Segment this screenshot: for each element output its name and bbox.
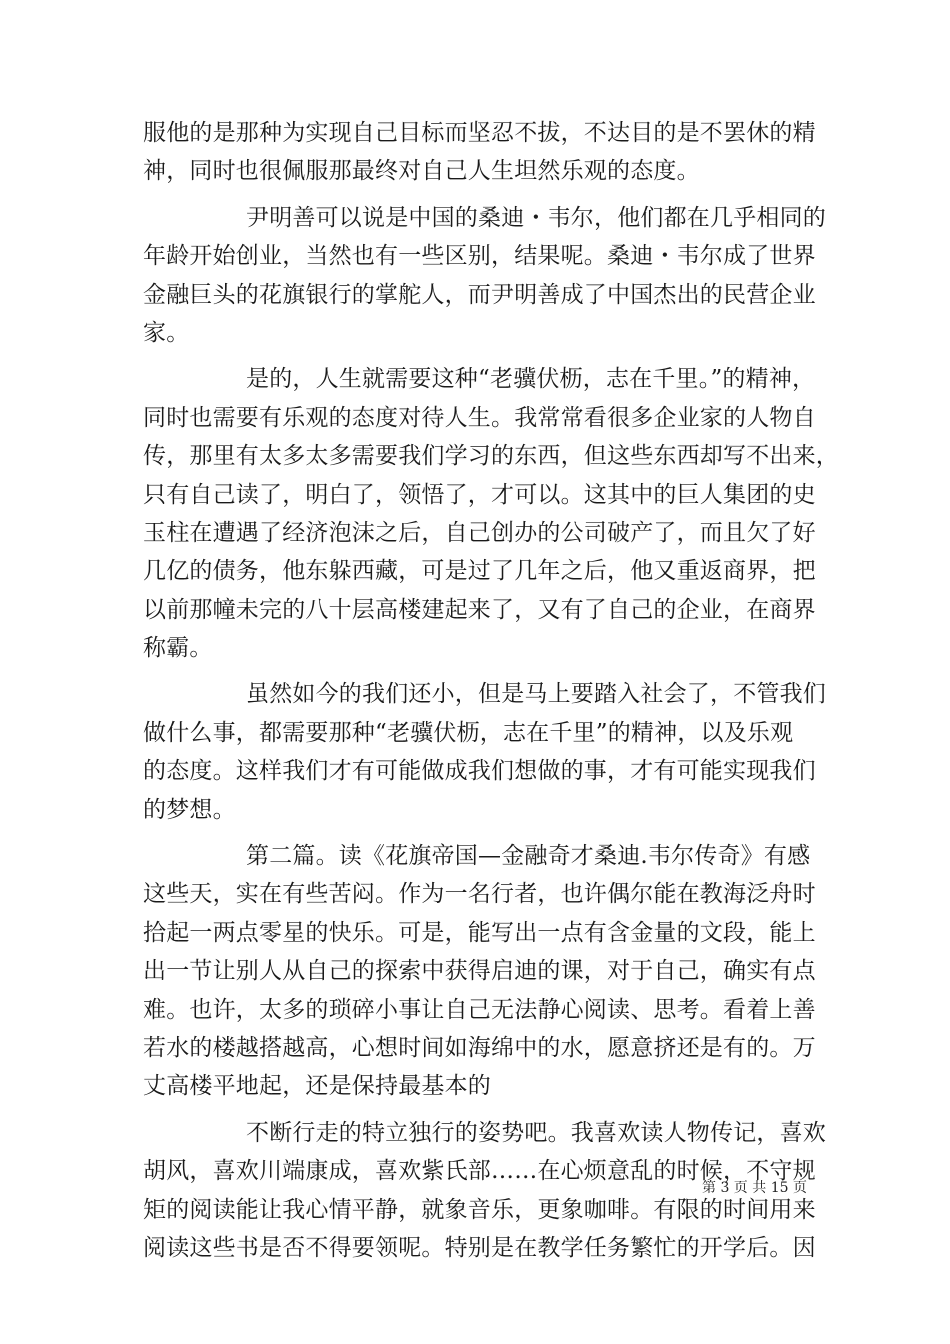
text-line: 金融巨头的花旗银行的掌舵人，而尹明善成了中国杰出的民营企业 (143, 281, 816, 308)
text-line: 称霸。 (143, 635, 213, 662)
text-line: 的梦想。 (143, 796, 236, 823)
text-line: 虽然如今的我们还小，但是马上要踏入社会了，不管我们 (246, 681, 826, 708)
text-line: 出一节让别人从自己的探索中获得启迪的课，对于自己，确实有点 (143, 958, 816, 985)
text-line: 只有自己读了，明白了，领悟了，才可以。这其中的巨人集团的史 (143, 481, 816, 508)
paragraph (143, 837, 816, 1106)
text-line: 拾起一两点零星的快乐。可是，能写出一点有含金量的文段，能上 (143, 919, 816, 946)
text-line: 胡风，喜欢川端康成，喜欢紫氏部……在心烦意乱的时候，不守规 (143, 1158, 816, 1185)
page-footer: 第 3 页 共 15 页 (702, 1180, 807, 1196)
text-line: 是的，人生就需要这种“老骥伏枥，志在千里。”的精神， (246, 366, 816, 393)
text-line: 不断行走的特立独行的姿势吧。我喜欢读人物传记，喜欢 (246, 1119, 826, 1146)
text-line: 难。也许，太多的琐碎小事让自己无法静心阅读、思考。看着上善 (143, 996, 816, 1023)
text-line: 丈高楼平地起，还是保持最基本的 (143, 1073, 491, 1100)
text-line: 尹明善可以说是中国的桑迪・韦尔，他们都在几乎相同的 (246, 204, 826, 231)
text-line: 传，那里有太多太多需要我们学习的东西，但这些东西却写不出来， (143, 443, 839, 470)
paragraph (143, 114, 816, 191)
text-line: 几亿的债务，他东躲西藏，可是过了几年之后，他又重返商界，把 (143, 558, 816, 585)
text-line: 玉柱在遭遇了经济泡沫之后，自己创办的公司破产了，而且欠了好 (143, 519, 816, 546)
paragraph-spacer (143, 829, 813, 837)
text-line: 家。 (143, 319, 190, 346)
text-line: 这些天，实在有些苦闷。作为一名行者，也许偶尔能在教海泛舟时 (143, 881, 816, 908)
paragraph (143, 199, 826, 353)
text-line: 同时也需要有乐观的态度对待人生。我常常看很多企业家的人物自 (143, 404, 816, 431)
paragraph (143, 360, 839, 667)
paragraph-spacer (143, 352, 813, 360)
text-line: 若水的楼越搭越高，心想时间如海绵中的水，愿意挤还是有的。万 (143, 1034, 816, 1061)
text-line: 的态度。这样我们才有可能做成我们想做的事，才有可能实现我们 (143, 758, 816, 785)
text-line: 年龄开始创业，当然也有一些区别，结果呢。桑迪・韦尔成了世界 (143, 243, 816, 270)
text-line: 矩的阅读能让我心情平静，就象音乐，更象咖啡。有限的时间用来 (143, 1196, 816, 1223)
text-line: 以前那幢未完的八十层高楼建起来了，又有了自己的企业，在商界 (143, 596, 816, 623)
text-line: 做什么事，都需要那种“老骥伏枥，志在千里”的精神，以及乐观 (143, 719, 794, 746)
paragraph-spacer (143, 1106, 813, 1114)
document-body (143, 114, 839, 1267)
text-line: 阅读这些书是否不得要领呢。特别是在教学任务繁忙的开学后。因 (143, 1234, 816, 1261)
text-line: 服他的是那种为实现自己目标而坚忍不拔，不达目的是不罢休的精 (143, 120, 816, 146)
text-line: 第二篇。读《花旗帝国—金融奇才桑迪.韦尔传奇》有感 (246, 843, 811, 870)
text-line: 神，同时也很佩服那最终对自己人生坦然乐观的态度。 (143, 158, 700, 185)
paragraph (143, 675, 826, 829)
paragraph-spacer (143, 667, 813, 675)
paragraph-spacer (143, 191, 813, 199)
